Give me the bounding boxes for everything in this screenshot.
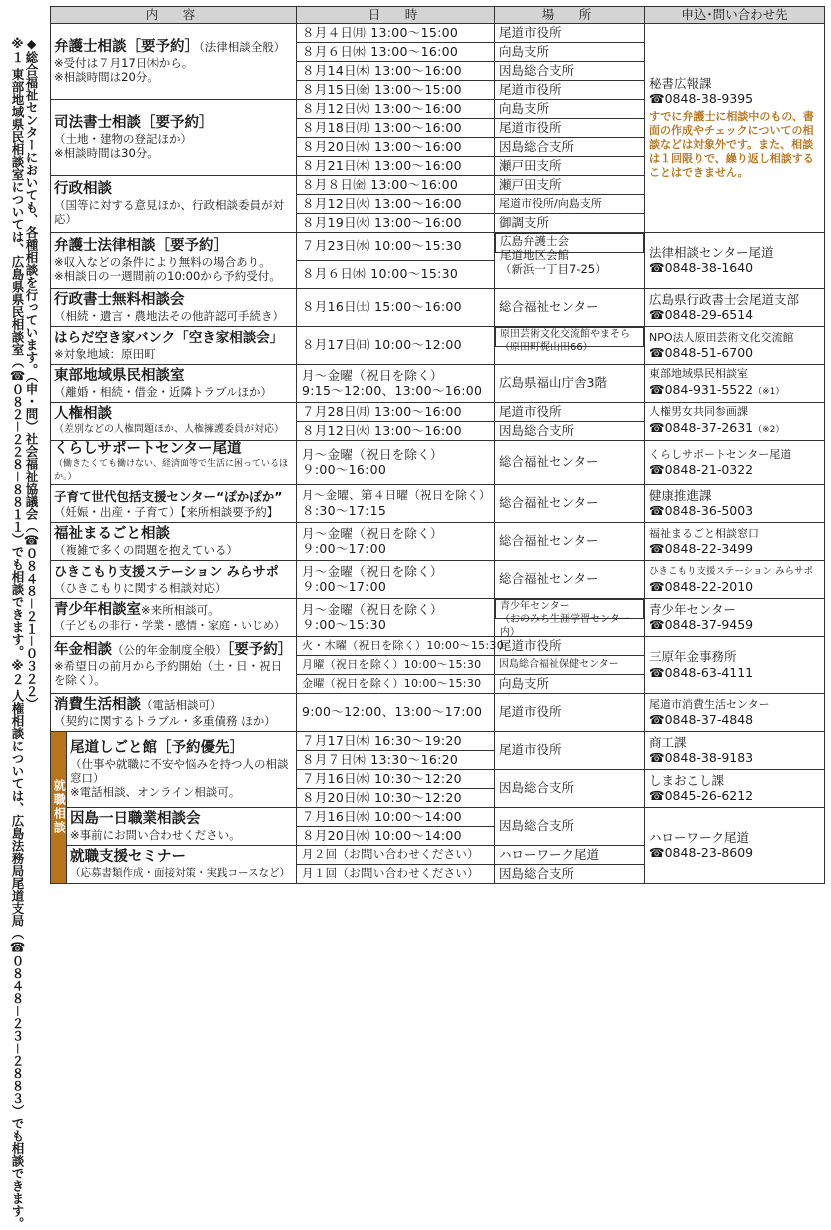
row-date: 月１回（お問い合わせください） (297, 864, 495, 883)
row-place: 因島総合福祉保健センター (495, 655, 645, 674)
row-title-sub: （公的年金制度全般） (112, 643, 227, 657)
row-title: 人権相談 (54, 406, 112, 422)
row-place: 尾道市役所 (495, 636, 645, 655)
row-content (51, 560, 297, 598)
row-date: 金曜（祝日を除く）10:00～15:30 (297, 674, 495, 693)
row-date-time: ８:30～17:15 (302, 503, 387, 518)
contact-phone: ☎0845-26-6212 (649, 788, 754, 803)
row-title: ひきこもり支援ステーション みらサポ (54, 564, 279, 580)
row-contact (645, 693, 825, 731)
row-date: ８月７日㈭ 13:30～16:20 (297, 750, 495, 769)
row-place: 青少年センター （おのみち生涯学習センター内） (495, 599, 644, 619)
row-note: ※受付は７月17日㈭から。 (54, 55, 194, 70)
row-place: 尾道市役所/向島支所 (495, 194, 645, 213)
table-row (51, 288, 825, 326)
row-note: （ひきこもりに関する相談対応） (54, 580, 227, 595)
row-contact (645, 402, 825, 440)
row-note: （複雑で多くの問題を抱えている） (54, 542, 238, 557)
row-place: 因島総合支所 (495, 137, 645, 156)
row-place: 因島総合支所 (495, 421, 645, 440)
row-content (51, 364, 297, 402)
row-title: 消費生活相談 (54, 696, 141, 713)
row-title: 弁護士相談［要予約］ (54, 38, 199, 55)
row-date (297, 484, 495, 522)
contact-name: 東部地域県民相談室 (649, 367, 749, 380)
row-date: ８月20日㈬ 10:00～14:00 (297, 826, 495, 845)
table-row (51, 598, 825, 636)
row-place: 総合福祉センター (495, 522, 645, 560)
row-content (51, 522, 297, 560)
table-row (51, 23, 825, 42)
row-title: 弁護士法律相談［要予約］ (54, 237, 228, 254)
row-contact (645, 326, 825, 364)
row-place: 尾道市役所 (495, 118, 645, 137)
row-date-time: ９:00～17:00 (302, 579, 387, 594)
row-content (51, 175, 297, 232)
row-content (51, 484, 297, 522)
row-date-days: 月～金曜（祝日を除く） (302, 601, 443, 617)
contact-phone: ☎0848-37-4848 (649, 712, 754, 727)
table-row (51, 693, 825, 731)
row-place: 広島弁護士会 尾道地区会館 （新浜一丁目7-25） (495, 233, 644, 253)
row-date (297, 598, 495, 636)
header-content: 内 容 (51, 7, 297, 24)
contact-name: 尾道市消費生活センター (649, 697, 770, 711)
row-date: ８月12日㈫ 13:00～16:00 (297, 99, 495, 118)
row-date: ８月21日㈭ 13:00～16:00 (297, 156, 495, 175)
row-title-sub: （法律相談全般） (199, 39, 286, 54)
row-contact (645, 636, 825, 693)
row-title: 東部地域県民相談室 (54, 367, 185, 384)
row-title: はらだ空き家バンク「空き家相談会」 (54, 329, 284, 346)
contact-name: 法律相談センター尾道 (649, 244, 774, 260)
row-title-sub: ※来所相談可。 (141, 602, 220, 617)
header-contact: 申込･問い合わせ先 (645, 7, 825, 24)
row-date: ８月20日㈬ 10:30～12:20 (297, 788, 495, 807)
row-place: 因島総合支所 (495, 61, 645, 80)
row-note: （土地・建物の登記ほか） (54, 131, 192, 146)
row-date-time: ９:00～17:00 (302, 541, 387, 556)
table-row (51, 731, 825, 750)
header-place: 場 所 (495, 7, 645, 24)
table-row (51, 232, 825, 260)
row-date: ８月６日㈬ 10:00～15:30 (297, 260, 495, 288)
contact-footnote-mark: （※2） (753, 424, 785, 435)
row-content (51, 99, 297, 175)
table-row (51, 522, 825, 560)
row-date-days: 月～金曜（祝日を除く） (302, 525, 443, 541)
row-date-days: 月～金曜（祝日を除く） (302, 446, 443, 462)
footnote-1: ※１ 東部地域県民相談室については、広島県県民相談室（☎０８２－２２８－８８１１）でも相談できます。※２ 人権相談については、広島法務局尾道支局（☎０８４８－２３－２８８３）でも相談できます。 (10, 36, 25, 1230)
table-row (51, 636, 825, 655)
row-contact (645, 731, 825, 769)
row-place: 尾道市役所 (495, 402, 645, 421)
row-content (51, 693, 297, 731)
table-row (51, 440, 825, 484)
row-content (67, 807, 297, 845)
table-row (51, 326, 825, 364)
job-section-header: 就職相談 (51, 731, 67, 883)
table-row (51, 402, 825, 421)
row-title: 尾道しごと館［予約優先］ (70, 739, 244, 756)
row-place: 原田芸術文化交流館やまそら （原田町梶山田66） (495, 327, 644, 347)
row-note: （仕事や就職に不安や悩みを持つ人の相談窓口） (70, 756, 289, 785)
row-date-days: 月～金曜（祝日を除く） (302, 367, 443, 383)
row-content (67, 731, 297, 807)
contact-name: 健康推進課 (649, 487, 712, 503)
row-title: 行政相談 (54, 181, 112, 197)
row-date: ８月17日㈰ 10:00～12:00 (297, 326, 495, 364)
row-place: 瀬戸田支所 (495, 156, 645, 175)
contact-name: ハローワーク尾道 (649, 829, 750, 845)
contact-phone: ☎0848-23-8609 (649, 845, 754, 860)
header-datetime: 日 時 (297, 7, 495, 24)
row-title: 子育て世代包括支援センター“ぽかぽか” (54, 488, 283, 504)
row-note: ※相談時間は20分。 (54, 69, 159, 84)
row-place: 総合福祉センター (495, 440, 645, 484)
contact-name: 福祉まるごと相談窓口 (649, 526, 760, 540)
row-place: 因島総合支所 (495, 807, 645, 845)
row-contact (645, 769, 825, 807)
contact-name: 三原年金事務所 (649, 649, 737, 664)
row-date: ８月19日㈫ 13:00～16:00 (297, 213, 495, 232)
row-date: ７月16日㈬ 10:00～14:00 (297, 807, 495, 826)
row-note: ※収入などの条件により無料の場合あり。 (54, 254, 271, 269)
contact-phone: ☎0848-37-9459 (649, 617, 754, 632)
row-contact (645, 522, 825, 560)
row-date: 9:00～12:00、13:00～17:00 (297, 693, 495, 731)
row-place: 因島総合支所 (495, 864, 645, 883)
row-place: 向島支所 (495, 42, 645, 61)
row-contact (645, 598, 825, 636)
row-place: 尾道市役所 (495, 23, 645, 42)
row-place: 総合福祉センター (495, 560, 645, 598)
row-date: ７月17日㈭ 16:30～19:20 (297, 731, 495, 750)
row-date: ８月15日㈮ 13:00～15:00 (297, 80, 495, 99)
row-place: 向島支所 (495, 99, 645, 118)
row-title: 因島一日職業相談会 (70, 810, 201, 827)
row-date: ８月20日㈬ 13:00～16:00 (297, 137, 495, 156)
row-title: 行政書士無料相談会 (54, 291, 185, 308)
contact-phone: ☎0848-38-9395 (649, 91, 754, 106)
row-content (51, 402, 297, 440)
contact-phone: ☎084-931-5522 (649, 381, 754, 397)
row-place: 総合福祉センター (495, 484, 645, 522)
row-date: ８月16日㈯ 15:00～16:00 (297, 288, 495, 326)
row-title: 青少年相談室 (54, 601, 141, 618)
table-row (51, 364, 825, 402)
row-contact (645, 807, 825, 883)
contact-name: NPO法人原田芸術文化交流館 (649, 330, 794, 344)
row-place: 尾道市役所 (495, 731, 645, 769)
row-title-sub: （電話相談可） (141, 697, 222, 712)
row-date-time: ９:00～16:00 (302, 462, 387, 477)
row-place: 尾道市役所 (495, 693, 645, 731)
row-note: ※希望日の前月から予約開始（土・日・祝日を除く）。 (54, 659, 283, 687)
footnote-2: ◆総合福祉センターにおいても、各種相談を行っています。（申・問）社会福祉協議会（☎０８４８－２１－０３２２） (24, 36, 39, 710)
row-date-days: 月～金曜、第４日曜（祝日を除く） (302, 487, 491, 502)
row-place: 御調支所 (495, 213, 645, 232)
row-date: ７月16日㈬ 10:30～12:20 (297, 769, 495, 788)
row-date: ８月８日㈮ 13:00～16:00 (297, 175, 495, 194)
row-note: ※対象地域：原田町 (54, 346, 156, 361)
row-contact (645, 484, 825, 522)
row-date-time: 9:15～12:00、13:00～16:00 (302, 383, 483, 398)
row-date: ７月28日㈪ 13:00～16:00 (297, 402, 495, 421)
contact-name: ひきこもり支援ステーション みらサポ (649, 565, 813, 577)
row-date (297, 440, 495, 484)
contact-phone: ☎0848-38-9183 (649, 750, 754, 765)
row-place: 瀬戸田支所 (495, 175, 645, 194)
row-date (297, 364, 495, 402)
row-date: 火・木曜（祝日を除く）10:00～15:30 (297, 636, 495, 655)
row-date: ７月23日㈬ 10:00～15:30 (297, 232, 495, 260)
row-content (51, 23, 297, 99)
contact-name: 秘書広報課 (649, 75, 712, 91)
contact-name: 人権男女共同参画課 (649, 405, 749, 418)
row-contact (645, 288, 825, 326)
row-content (67, 845, 297, 883)
row-place: 広島県福山庁舎3階 (495, 364, 645, 402)
contact-phone: ☎0848-29-6514 (649, 307, 754, 322)
contact-name: 広島県行政書士会尾道支部 (649, 291, 800, 307)
row-title-tail: ［要予約］ (227, 642, 293, 658)
row-note: （差別などの人権問題ほか、人権擁護委員が対応） (54, 424, 284, 435)
row-contact (645, 560, 825, 598)
row-date: 月２回（お問い合わせください） (297, 845, 495, 864)
row-note: （働きたくても働けない、経済面等で生活に困っているほか。） (54, 458, 289, 482)
row-contact (645, 364, 825, 402)
contact-phone: ☎0848-22-3499 (649, 541, 754, 556)
row-note: （応募書類作成・面接対策・実践コースなど） (70, 866, 290, 879)
row-date-time: ９:00～15:30 (302, 617, 387, 632)
row-note: （離婚・相続・借金・近隣トラブルほか） (54, 384, 273, 399)
contact-phone: ☎0848-51-6700 (649, 345, 754, 360)
row-content (51, 326, 297, 364)
row-note: （妊娠・出産・子育て）【来所相談要予約】 (54, 504, 279, 519)
row-note: ※電話相談、オンライン相談可。 (70, 784, 241, 799)
table-row (51, 484, 825, 522)
row-contact (645, 23, 825, 232)
row-date: ８月14日㈭ 13:00～16:00 (297, 61, 495, 80)
contact-phone: ☎0848-37-2631 (649, 419, 754, 435)
row-content (51, 232, 297, 288)
row-contact (645, 232, 825, 288)
row-note: （相続・遺言・農地法その他許認可手続き） (54, 308, 284, 323)
row-content (51, 636, 297, 693)
row-note: （契約に関するトラブル・多重債務 ほか） (54, 713, 276, 728)
row-note: （国等に対する意見ほか、行政相談委員が対応） (54, 198, 284, 226)
row-title: 年金相談 (54, 642, 112, 658)
contact-phone: ☎0848-22-2010 (649, 579, 754, 594)
row-title: 司法書士相談［要予約］ (54, 114, 214, 131)
row-date: ８月12日㈫ 13:00～16:00 (297, 421, 495, 440)
contact-name: しまおこし課 (649, 772, 725, 788)
row-date: 月曜（祝日を除く）10:00～15:30 (297, 655, 495, 674)
row-place: 総合福祉センター (495, 288, 645, 326)
row-content (51, 598, 297, 636)
contact-name: 青少年センター (649, 601, 737, 617)
row-note: ※事前にお問い合わせください。 (70, 827, 241, 842)
row-contact (645, 440, 825, 484)
row-place: ハローワーク尾道 (495, 845, 645, 864)
contact-phone: ☎0848-21-0322 (649, 462, 754, 477)
row-title: 福祉まるごと相談 (54, 525, 170, 542)
table-row (51, 560, 825, 598)
row-note: （子どもの非行・学業・感情・家庭・いじめ） (54, 618, 285, 632)
contact-phone: ☎0848-38-1640 (649, 260, 754, 275)
row-title: くらしサポートセンター尾道 (54, 440, 242, 457)
row-date-days: 月～金曜（祝日を除く） (302, 563, 443, 579)
contact-phone: ☎0848-63-4111 (649, 664, 754, 680)
row-date: ８月６日㈬ 13:00～16:00 (297, 42, 495, 61)
row-place: 向島支所 (495, 674, 645, 693)
row-date: ８月４日㈪ 13:00～15:00 (297, 23, 495, 42)
row-date: ８月18日㈪ 13:00～16:00 (297, 118, 495, 137)
contact-footnote-mark: （※1） (753, 386, 785, 397)
row-content (51, 288, 297, 326)
row-content (51, 440, 297, 484)
row-date (297, 560, 495, 598)
row-title: 就職支援セミナー (70, 848, 186, 865)
contact-note: すでに弁護士に相談中のもの、書面の作成やチェックについての相談などは対象外です。また、相談は１回限りで、繰り返し相談することはできません。 (649, 109, 814, 179)
table-header (51, 7, 825, 24)
row-date (297, 522, 495, 560)
row-note: ※相談日の一週間前の10:00から予約受付。 (54, 268, 281, 283)
table-row (51, 807, 825, 826)
contact-name: 商工課 (649, 734, 687, 750)
row-place: 因島総合支所 (495, 769, 645, 807)
row-place: 尾道市役所 (495, 80, 645, 99)
contact-phone: ☎0848-36-5003 (649, 503, 754, 518)
contact-name: くらしサポートセンター尾道 (649, 447, 792, 461)
consultation-table (50, 6, 825, 884)
row-date: ８月12日㈫ 13:00～16:00 (297, 194, 495, 213)
row-note: ※相談時間は30分。 (54, 145, 159, 160)
